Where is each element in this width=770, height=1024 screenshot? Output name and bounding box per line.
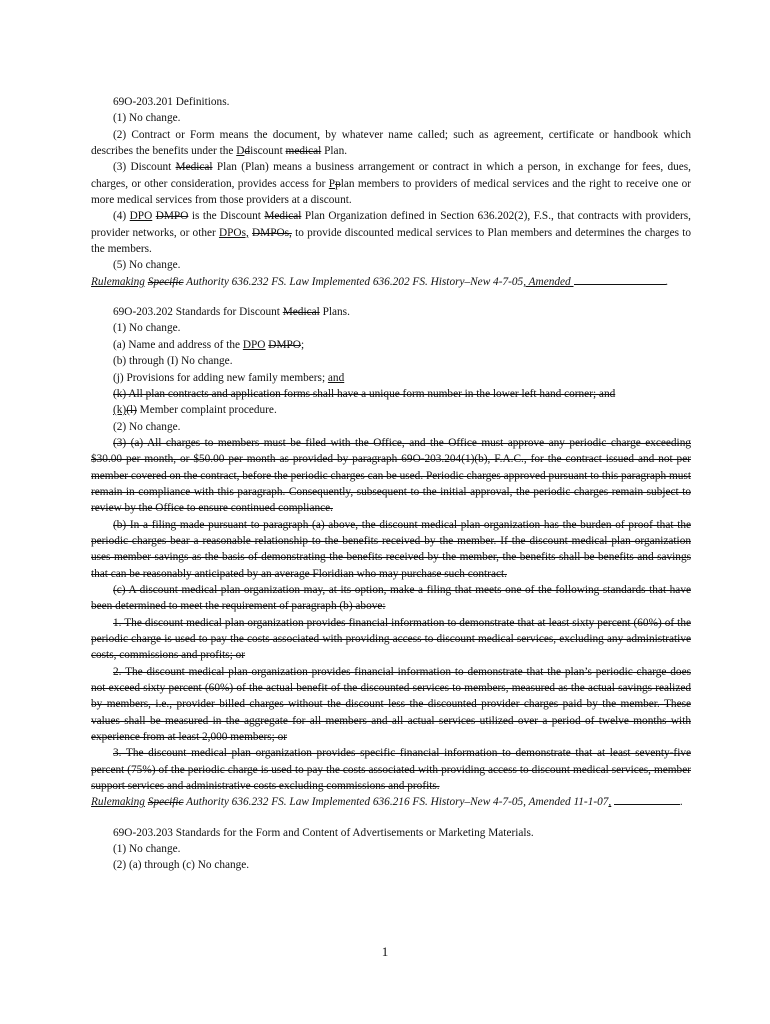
inserted-text: Rulemaking [91, 275, 145, 288]
inserted-text: DPOs, [218, 226, 249, 239]
text: to provide discounted medical services to Plan members and determines the charges to the members. [91, 226, 691, 256]
text: Authority 636.232 FS. Law Implemented 636.216 FS. History–New 4-7-05, Amended 11-1-07 [183, 796, 609, 809]
deleted-text: Specific [147, 796, 184, 809]
inserted-text: Rulemaking [91, 796, 145, 809]
deleted-text: Medical [264, 210, 302, 223]
deleted-text: d [244, 145, 251, 158]
paragraph-j [91, 370, 691, 386]
date-blank [574, 275, 666, 285]
deleted-text: Specific [147, 275, 184, 288]
paragraph-l [91, 402, 691, 418]
text: lan members to providers of medical services and the right to receive one or more medical services from those providers at a discount. [91, 177, 691, 207]
deleted-paragraph-3a: (3) (a) All charges to members must be filed with the Office, and the Office must approve any periodic charge exceeding $30.00 per month, or $50.00 per month as provided by paragraph 69O-203.204(1)(b), F.A.C., for the contract issued and not per member covered on the contract, before the periodic charges can be used. Periodic charges approved pursuant to this paragraph must remain in compliance with this paragraph. Consequently, subsequent to the initial approval, the periodic charges remain subject to review by the Office to ensure continued compliance. [91, 436, 691, 515]
deleted-text: medical [285, 145, 322, 158]
paragraph-b: (b) through (I) No change. [113, 355, 233, 368]
spacer [91, 811, 691, 825]
text: (a) Name and address of the [113, 338, 243, 351]
inserted-text: , Amended [523, 275, 574, 288]
inserted-text: DPO [242, 338, 266, 351]
section-heading: 69O-203.201 Definitions. [113, 96, 230, 108]
deleted-item-3: 3. The discount medical plan organization provides specific financial information to demonstrate that at least seventy-five percent (75%) of the periodic charge is used to pay the costs associated with providing access to discount medical services, member support services and administrative costs excluding commissions and profits. [91, 747, 691, 793]
inserted-text: D [236, 145, 245, 158]
paragraph-a [91, 337, 691, 353]
deleted-paragraph-k: (k) All plan contracts and application forms shall have a unique form number in the lower left hand corner; and [113, 387, 616, 400]
text: . [680, 796, 683, 809]
section-heading: 69O-203.203 Standards for the Form and Content of Advertisements or Marketing Materials. [113, 826, 534, 839]
deleted-item-1: 1. The discount medical plan organization provides financial information to demonstrate that at least sixty percent (60%) of the periodic charge is used to pay the costs associated with providing access to discount medical services, excluding any administrative costs, commissions and profits; or [91, 616, 691, 662]
text: (4) [113, 210, 130, 223]
deleted-text: Medical [175, 161, 213, 174]
paragraph-2: (2) No change. [113, 420, 181, 433]
section-definitions [91, 94, 691, 290]
inserted-text: P [328, 177, 336, 190]
paragraph-3 [91, 159, 691, 208]
text: Plan (Plan) means a business arrangement or contract in which a person, in exchange for fees, dues, charges, or other consideration, provides access for [91, 161, 691, 190]
text: iscount [250, 145, 286, 158]
deleted-paragraph-3c: (c) A discount medical plan organization may, at its option, make a filing that meets one of the following standards that have been determined to meet the requirement of paragraph (b) above: [91, 583, 691, 613]
deleted-text: DMPO [268, 338, 301, 351]
paragraph-1: (1) No change. [113, 322, 181, 335]
paragraph-1: (1) No change. [113, 843, 181, 856]
deleted-paragraph-3b: (b) In a filing made pursuant to paragraph (a) above, the discount medical plan organization has the burden of proof that the periodic charges bear a reasonable relationship to the benefits received by the member. If the discount medical plan organization uses member savings as the basis of demonstrating the benefits received by the member, the benefits shall be benefits and savings that can be reasonably anticipated by an average Floridian who may purchase such contract. [91, 518, 691, 580]
inserted-text: , [608, 796, 612, 809]
deleted-text: DMPO [155, 210, 189, 223]
spacer [91, 290, 691, 304]
inserted-text: and [327, 371, 345, 384]
text: Plan. [321, 145, 348, 158]
section-standards-plans [91, 304, 691, 811]
deleted-text: DMPOs, [252, 226, 292, 239]
deleted-text: p [335, 177, 341, 190]
text: Authority 636.232 FS. Law Implemented 636.202 FS. History–New 4-7-05 [183, 275, 524, 288]
text: ; [300, 338, 305, 351]
text: 69O-203.202 Standards for Discount [113, 306, 283, 319]
paragraph-4 [91, 208, 691, 257]
rule-history [91, 794, 691, 810]
paragraph-5: (5) No change. [113, 259, 181, 272]
text: is the Discount [188, 210, 265, 223]
section-heading [91, 304, 691, 320]
text: (3) Discount [113, 161, 176, 174]
text: (j) Provisions for adding new family members; [113, 371, 328, 384]
date-blank [614, 795, 680, 805]
inserted-text: DPO [129, 210, 153, 223]
paragraph-1: (1) No change. [113, 112, 181, 125]
deleted-item-2: 2. The discount medical plan organization provides financial information to demonstrate that the plan’s periodic charge does not exceed sixty percent (60%) of the actual benefit of the discounted services to members, measured as the actual savings realized by members, i.e., provider billed charges without the discount less the discounted provider charges paid by the member. These values shall be measured in the aggregate for all members and all actual services utilized over a period of twelve months with experience from at least 2,000 members; or [91, 665, 691, 744]
section-advertisements [91, 825, 691, 874]
inserted-text: (k) [113, 404, 127, 417]
text: (2) Contract or Form means the document, by whatever name called; such as agreement, certificate or handbook which describes the benefits under the [91, 128, 691, 158]
text: Plans. [319, 306, 350, 319]
deleted-text: Medical [282, 306, 320, 319]
paragraph-2: (2) (a) through (c) No change. [113, 859, 250, 872]
rule-history [91, 274, 691, 290]
paragraph-2 [91, 127, 691, 160]
page-number: 1 [381, 944, 389, 959]
text: Plan Organization defined in Section 636.202(2), F.S., that contracts with providers, provider networks, or other [91, 210, 691, 239]
text: Member complaint procedure. [136, 404, 277, 417]
text: . [665, 275, 669, 288]
deleted-text: (l) [126, 404, 137, 417]
